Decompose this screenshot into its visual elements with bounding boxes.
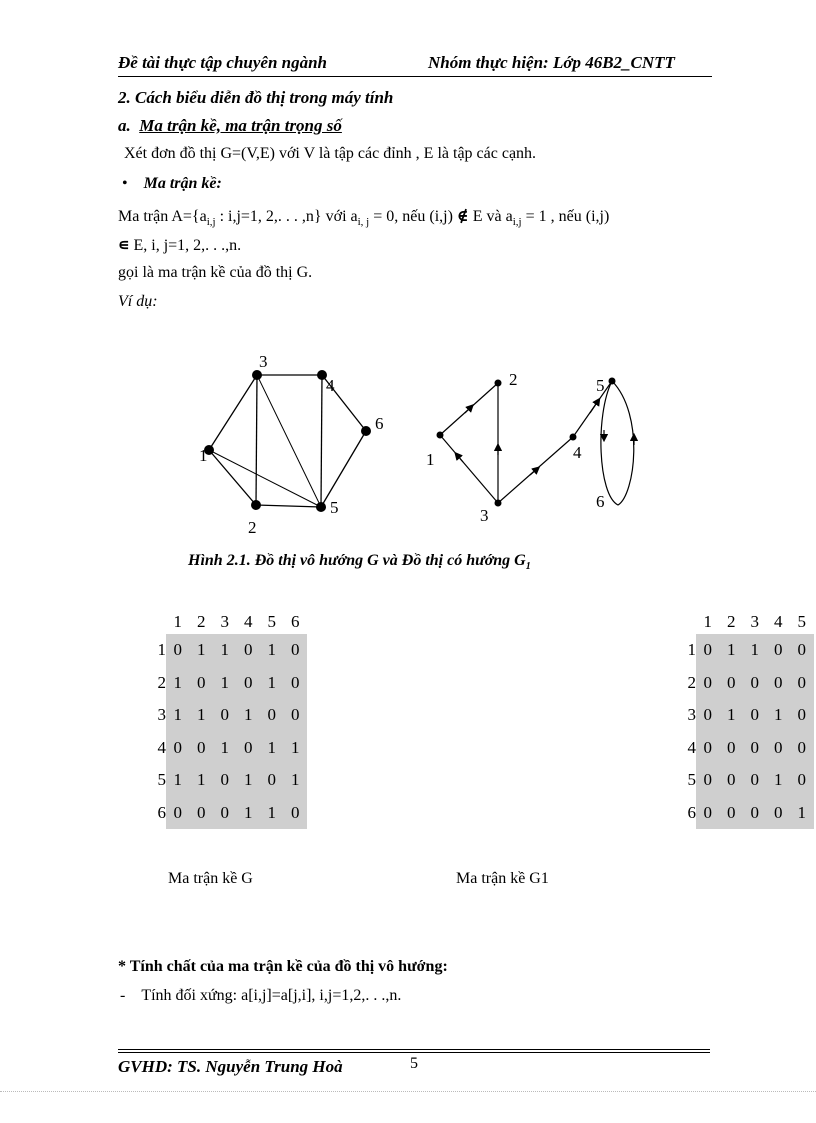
- g-label-6: 6: [375, 414, 384, 433]
- matrix-g1-cell: 0: [743, 797, 767, 830]
- matrix-g1-row: [670, 634, 816, 667]
- matrix-g1-row-label: 6: [687, 802, 696, 822]
- edge-2-5: [256, 505, 321, 507]
- matrix-g1-row: [670, 732, 816, 765]
- definition-line-2: ∊ E, i, j=1, 2,. . .,n.: [118, 237, 242, 254]
- g-label-1: 1: [199, 446, 208, 465]
- matrix-g-cell: 1: [166, 699, 190, 732]
- matrix-g-cell: 1: [190, 634, 214, 667]
- edge-1-5: [209, 450, 321, 507]
- matrix-g-cell: 1: [166, 764, 190, 797]
- matrix-g-cell: 0: [166, 634, 190, 667]
- matrix-g-cell: 1: [284, 732, 308, 765]
- matrix-g-cell: 0: [284, 667, 308, 700]
- matrix-g1-cell: 0: [767, 667, 791, 700]
- matrix-g-row-label: 3: [157, 705, 166, 724]
- matrix-g1-cell: 0: [696, 797, 720, 830]
- matrix-g-cell: 0: [190, 797, 214, 830]
- matrix-g-cell: 0: [190, 667, 214, 700]
- matrix-g1-row-label: 2: [687, 672, 696, 692]
- intro-text: Xét đơn đồ thị G=(V,E) với V là tập các đỉnh , E là tập các cạnh.: [124, 145, 537, 162]
- subsection-prefix: a.: [118, 116, 131, 135]
- matrix-g-row: [140, 634, 315, 667]
- matrix-g1-row: [670, 699, 816, 732]
- directed-graph-g1: [426, 370, 634, 525]
- subsection-heading: [118, 116, 342, 136]
- bullet-title: Ma trận kề:: [143, 175, 222, 192]
- dash: -: [120, 987, 126, 1004]
- matrix-g1-cell: 0: [720, 764, 744, 797]
- header-left: Đề tài thực tập chuyên ngành: [118, 53, 328, 72]
- property-item-1: - Tính đối xứng: a[i,j]=a[j,i], i,j=1,2,. . .,n.: [120, 987, 402, 1004]
- g1-label-1: 1: [426, 450, 435, 469]
- matrix-g1-cell: 1: [790, 797, 814, 830]
- matrix-g-col-header: 2: [197, 612, 206, 631]
- matrix-g1-row: [670, 764, 816, 797]
- g1-label-4: 4: [573, 443, 582, 462]
- matrix-g-cell: 1: [260, 634, 284, 667]
- g1-label-3: 3: [480, 506, 489, 525]
- matrix-g1-cell: 0: [743, 732, 767, 765]
- matrix-g-cell: 0: [237, 667, 261, 700]
- matrix-g-col-header: 5: [267, 612, 276, 631]
- matrix-g-cell: 0: [284, 797, 308, 830]
- matrix-g-cell: 1: [237, 764, 261, 797]
- arrow-4-5: [590, 401, 598, 413]
- matrix-g1-row: [670, 667, 816, 700]
- definition-line-1: Ma trận $A=\{a_{i,j}$ : i,j=1, 2,. . . ,n} với $a_{i, j} = 0$, nếu (i,j) ∉ E và $a_{i,j} = 1$ , nếu (i,j): [118, 208, 610, 229]
- matrix-g-cell: 1: [213, 634, 237, 667]
- edge-3-2: [256, 375, 257, 505]
- arrow-1-2: [465, 407, 471, 413]
- matrix-g1-cell: 0: [696, 667, 720, 700]
- matrix-g-cell: 0: [166, 797, 190, 830]
- matrix-g1-caption: Ma trận kề G1: [456, 870, 549, 887]
- matrix-g1-col-header: 3: [750, 612, 759, 631]
- arrow-3-1: [457, 455, 463, 462]
- g-node-3: [252, 370, 262, 380]
- matrix-g-cell: 1: [213, 732, 237, 765]
- definition-line-3: gọi là ma trận kề của đồ thị G.: [118, 264, 313, 281]
- edge-3-5: [257, 375, 321, 507]
- matrix-g-col-header: 4: [244, 612, 253, 631]
- matrix-g-cell: 0: [166, 732, 190, 765]
- matrix-g-cell: 1: [284, 764, 308, 797]
- g-label-4: 4: [326, 376, 335, 395]
- matrix-g1-cell: 0: [743, 667, 767, 700]
- matrix-g-row: [140, 764, 315, 797]
- matrix-g-cell: 1: [260, 667, 284, 700]
- g-label-3: 3: [259, 352, 268, 371]
- matrix-g-cell: 0: [284, 699, 308, 732]
- g1-label-6: 6: [596, 492, 605, 511]
- matrix-g-cell: 1: [237, 699, 261, 732]
- matrix-g1-cell: 0: [767, 732, 791, 765]
- matrix-g-cell: 0: [237, 634, 261, 667]
- matrix-g1-row-label: 1: [687, 640, 696, 659]
- g1-node-5: [609, 378, 616, 385]
- matrix-g1-col-header: 2: [727, 612, 736, 631]
- undirected-graph-g: [199, 352, 384, 537]
- matrix-g1-row: [670, 797, 816, 830]
- matrix-g1-cell: 0: [720, 732, 744, 765]
- bullet-line: [122, 175, 222, 193]
- g-node-6: [361, 426, 371, 436]
- matrix-g1-cell: 0: [696, 634, 720, 667]
- matrix-g1-cell: 1: [767, 699, 791, 732]
- matrix-g-row-label: 1: [157, 640, 166, 659]
- figure-caption: Hình 2.1. Đồ thị vô hướng G và Đồ thị có hướng $G_1$: [188, 552, 531, 573]
- matrix-g1-cell: 0: [720, 797, 744, 830]
- matrix-g-row: [140, 732, 315, 765]
- edge-1-3: [209, 375, 257, 450]
- subsection-title: Ma trận kề, ma trận trọng số: [139, 116, 342, 135]
- matrix-g1-cell: 0: [743, 764, 767, 797]
- g1-node-1: [437, 432, 444, 439]
- g-node-2: [251, 500, 261, 510]
- page-bottom-dots: [0, 1091, 816, 1093]
- matrix-g-cell: 0: [213, 797, 237, 830]
- g1-node-2: [495, 380, 502, 387]
- matrix-g-cell: 1: [260, 732, 284, 765]
- g-label-5: 5: [330, 498, 339, 517]
- g1-label-2: 2: [509, 370, 518, 389]
- matrix-g-cell: 1: [190, 764, 214, 797]
- properties-title: * Tính chất của ma trận kề của đồ thị vô hướng:: [118, 958, 448, 975]
- matrix-g-row: [140, 667, 315, 700]
- matrix-g-caption: Ma trận kề G: [168, 870, 253, 887]
- matrix-g-col-header: 3: [220, 612, 229, 631]
- matrix-g-cell: 0: [213, 764, 237, 797]
- matrix-g: [140, 612, 315, 829]
- matrix-g1-cell: 0: [696, 764, 720, 797]
- matrix-g-cell: 1: [213, 667, 237, 700]
- footer-rule-2: [118, 1052, 710, 1053]
- matrix-g-cell: 1: [237, 797, 261, 830]
- matrix-g-row: [140, 797, 315, 830]
- header-right: Nhóm thực hiện: Lớp 46B2_CNTT: [428, 53, 675, 72]
- graphs-figure: [190, 345, 650, 540]
- page-number: 5: [410, 1055, 418, 1072]
- matrix-g1-cell: 0: [790, 667, 814, 700]
- g1-label-5: 5: [596, 376, 605, 395]
- edge-4-5: [321, 375, 322, 507]
- matrix-g1-cell: 0: [696, 732, 720, 765]
- matrix-g1-cell: 0: [790, 699, 814, 732]
- section-title: 2. Cách biểu diễn đồ thị trong máy tính: [118, 88, 394, 107]
- matrix-g-cell: 0: [213, 699, 237, 732]
- matrix-g-cell: 0: [284, 634, 308, 667]
- arcs-5-6-loop: [601, 381, 634, 505]
- matrix-g1-row-label: 4: [687, 737, 696, 757]
- matrix-g1-cell: 1: [720, 634, 744, 667]
- edge-1-2: [209, 450, 256, 505]
- matrix-g1-cell: 1: [720, 699, 744, 732]
- matrix-g-cell: 0: [237, 732, 261, 765]
- footer-rule-1: [118, 1049, 710, 1050]
- edge-6-5: [321, 431, 366, 507]
- g-node-5: [316, 502, 326, 512]
- matrix-g1-cell: 0: [790, 634, 814, 667]
- matrix-g-row-label: 6: [157, 802, 166, 822]
- arc-1-3: [440, 435, 498, 503]
- matrix-g1-cell: 0: [790, 732, 814, 765]
- matrix-g1-cell: 0: [696, 699, 720, 732]
- footer-supervisor: GVHD: TS. Nguyễn Trung Hoà: [118, 1057, 343, 1076]
- matrix-g1-col-header: 5: [797, 612, 806, 631]
- matrix-g-cell: 0: [260, 764, 284, 797]
- matrix-g-cell: 1: [260, 797, 284, 830]
- header-rule: [118, 76, 712, 77]
- bullet-dot: •: [122, 175, 128, 192]
- matrix-g-row-label: 2: [157, 672, 166, 692]
- matrix-g1-cell: 0: [767, 634, 791, 667]
- matrix-g-row-label: 5: [157, 770, 166, 789]
- example-label: Ví dụ:: [118, 293, 158, 310]
- matrix-g1-cell: 0: [720, 667, 744, 700]
- matrix-g-col-header: 1: [173, 612, 182, 631]
- matrix-g-cell: 1: [190, 699, 214, 732]
- matrix-g-cell: 0: [190, 732, 214, 765]
- matrix-g1: [670, 612, 816, 829]
- matrix-g1-row-label: 5: [687, 770, 696, 789]
- matrix-g1-cell: 1: [743, 634, 767, 667]
- matrix-g1-cell: 0: [743, 699, 767, 732]
- matrix-g-cell: 1: [166, 667, 190, 700]
- matrix-g1-col-header: 1: [703, 612, 712, 631]
- matrix-g1-col-header: 4: [774, 612, 783, 631]
- g1-node-4: [570, 434, 577, 441]
- matrix-g-cell: 0: [260, 699, 284, 732]
- matrix-g1-cell: 1: [767, 764, 791, 797]
- matrix-g-row: [140, 699, 315, 732]
- g1-node-3: [495, 500, 502, 507]
- matrix-g1-row-label: 3: [687, 705, 696, 724]
- matrix-g1-cell: 0: [767, 797, 791, 830]
- arrow-3-4: [530, 469, 537, 475]
- matrix-g-col-header: 6: [291, 612, 300, 631]
- matrix-g1-cell: 0: [790, 764, 814, 797]
- matrix-g-row-label: 4: [157, 737, 166, 757]
- g-label-2: 2: [248, 518, 257, 537]
